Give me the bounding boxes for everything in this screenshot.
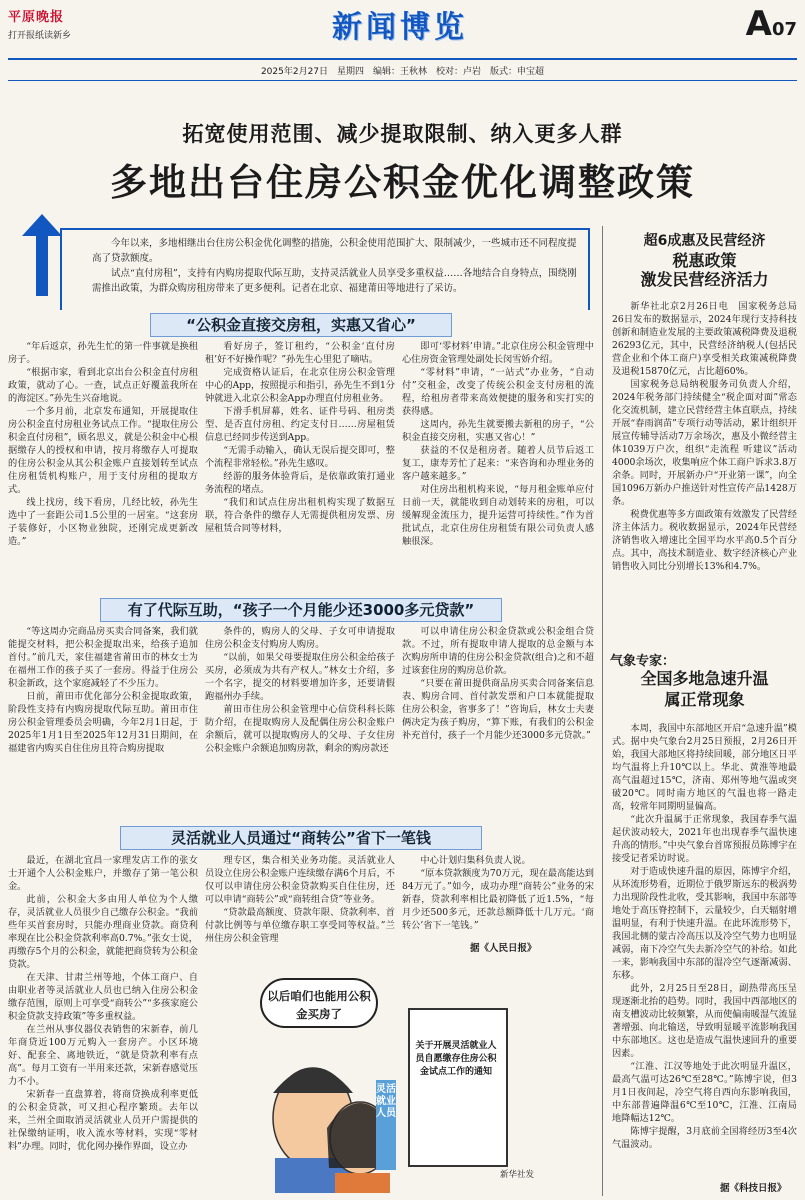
- paragraph: “零材料”申请，“一站式”办业务，“自动付”交租金，改变了传统公积金支付房租的流程，给租房者带来高效便捷的服务和实打实的获得感。: [402, 367, 594, 417]
- paragraph: 日前，莆田市优化部分公积金提取政策，阶段性支持有内购房提取代际互助。莆田市住房公积金管理委员会明确，今年2月1日起，于2025年1月1日至2025年12月31日期间，在福建省内购买自住住房且符合购房提取: [8, 691, 198, 754]
- source-credit: 据《人民日报》: [470, 943, 537, 954]
- paragraph: 此外，2月25日至28日，副热带高压呈现逐渐北抬的趋势。同时，我国中西部地区的南支槽波动比较频繁，从而使偏南暖湿气流显著增强、向北输送，导致明显暖平流影响我国中东部地区。这也是造成气温快速回升的重要因素。: [612, 983, 797, 1059]
- paragraph: 在天津、甘肃兰州等地，个体工商户、自由职业者等灵活就业人员也已纳入住房公积金缴存范围，原则上可享受“商转公”“多孩家庭公积金贷款支持政策”等多重权益。: [8, 972, 198, 1022]
- man-hair: [273, 1068, 353, 1093]
- paragraph: 本周，我国中东部地区开启“急速升温”模式。据中央气象台2月25日预报，2月26日开始，我国大部地区将持续回暖，部分地区日平均气温将上升10℃以上。华北、黄淮等地最高气温超过15℃，济南、郑州等地气温或突破20℃。同时南方地区的气温也将一路走高，较常年同期明显偏高。: [612, 723, 797, 812]
- article-column: [8, 340, 198, 590]
- paper-logo: 平原晚报: [8, 10, 65, 25]
- article-column: [402, 625, 594, 821]
- paragraph: 税费优惠等多方面政策有效激发了民营经济主体活力。税收数据显示，2024年民营经济销售收入增速比全国平均水平高0.5个百分点。其中，高技术制造业、数字经济核心产业销售收入同比分别增长13%和4.7%。: [612, 509, 797, 572]
- lead-text: 今年以来，多地相继出台住房公积金优化调整的措施，公积金使用范围扩大、限制减少，一些城市还不同程度提高了贷款额度。: [92, 238, 577, 264]
- weather-credit: 据《科技日报》: [720, 1183, 787, 1194]
- paragraph: “我们和试点住房出租机构实现了数据互联，符合条件的缴存人无需提供租房发票、房屋租赁合同等材料，: [205, 497, 395, 534]
- paragraph: “无需手动输入，确认无误后提交即可，整个流程非常轻松。”孙先生感叹。: [205, 445, 395, 469]
- paragraph: 获益的不仅是租房者。随着人员节后返工复工，康寿芳忙了起来：“来咨询和办理业务的客户越来越多。”: [402, 445, 594, 482]
- weather-article: [612, 722, 797, 1172]
- paragraph: “原本贷款额度为70万元，现在最高能达到84万元了。”如今，成功办理“商转公”业务的宋新春，贷款利率相比最初降低了近1.5%，“每月少还500多元，还款总额降低十几万元。‘商转公’省下一笔钱。”: [402, 868, 594, 931]
- masthead: [8, 6, 98, 41]
- article-column: [205, 854, 395, 966]
- paragraph: 莆田市住房公积金管理中心信贷科科长陈防介绍，在提取购房人及配偶住房公积金账户余额后，就可以提取购房人的父母、子女住房公积金账户余额追加购房款，剩余的购房款还: [205, 704, 395, 754]
- lead-paragraph: [60, 228, 590, 310]
- header-rule: [8, 58, 797, 60]
- weather-headline: [612, 668, 797, 710]
- paragraph: 看好房子，签订租约，“公积金‘直付房租’好不好操作呢？”孙先生心里犯了嘀咕。: [205, 341, 395, 365]
- lead-arrow-stem: [36, 236, 48, 296]
- lead-arrow-icon: [22, 214, 62, 236]
- speech-bubble: 以后咱们也能用公积金买房了: [260, 978, 378, 1028]
- tax-kicker: 超6成惠及民营经济: [643, 233, 766, 249]
- paragraph: 下滑手机屏幕，姓名、证件号码、租房类型、是否直付房租、约定支付日……房屋租赁信息已经同步传送到App。: [205, 406, 395, 443]
- paragraph: “此次升温属于正常现象，我国春季气温起伏波动较大，2021年也出现春季气温快速升高的情形。”中央气象台首席预报员陈博宇在接受记者采访时说。: [612, 814, 797, 864]
- section-bar-rent: “公积金直接交房租，实惠又省心”: [150, 313, 452, 337]
- article-column: [402, 854, 594, 934]
- paragraph: 中心计划归集科负责人说。: [420, 855, 531, 866]
- section-bar-intergenerational: 有了代际互助，“孩子一个月能少还3000多元贷款”: [100, 598, 502, 622]
- tax-title-line: 激发民营经济活力: [640, 270, 769, 289]
- article-column: [402, 340, 594, 590]
- sash-banner: 灵活就业人员: [376, 1080, 396, 1170]
- tax-article: [612, 300, 797, 612]
- paragraph: 这周内，孙先生就要搬去新租的房子，“公积金直接交房租，实惠又省心！”: [402, 419, 594, 443]
- page-number: [746, 4, 797, 44]
- paragraph: 对住房出租机构来说，“每月租金账单应付日前一天，就能收到自动划转来的房租，可以缓解现金流压力，提升运营可持续性。”作为首批试点，北京住房住房租赁有限公司负责人感触很深。: [402, 484, 594, 547]
- paragraph: “江淮、江汉等地处于此次明显升温区，最高气温可达26℃至28℃。”陈博宇说，但3月1日夜间起，冷空气将自西向东影响我国，中东部普遍降温6℃至10℃，江淮、江南局地降幅达12℃。: [612, 1061, 797, 1124]
- dateline: 2025年2月27日 星期四 编辑：王秋林 校对：卢岩 版式：申宝超: [260, 67, 545, 77]
- paragraph: “以前，如果父母要提取住房公积金给孩子买房，必须成为共有产权人。”林女士介绍，多一个名字，提交的材料要增加许多，还要请假跑福州办手续。: [205, 652, 395, 702]
- woman-shirt: [335, 1173, 390, 1193]
- paragraph: 可以申请住房公积金贷款或公积金组合贷款。不过，所有提取申请人提取的总金额与本次购房所申请的住房公积金贷款(组合)之和不超过该套住房的购房总价款。: [402, 626, 594, 676]
- paragraph: “贷款最高额度、贷款年限、贷款利率、首付款比例等与单位缴存职工享受同等权益。”兰州住房公积金管理: [205, 907, 395, 944]
- tax-story-headline: [612, 232, 797, 289]
- page-digits: 07: [771, 19, 797, 40]
- paragraph: 新华社北京2月26日电 国家税务总局26日发布的数据显示，2024年现行支持科技创新和制造业发展的主要政策减税降费及退税26293亿元，其中，民营经济纳税人(包括民营企业和个体工商户)享受相关政策减税降费及退税15870亿元，占比超60%。: [612, 301, 797, 377]
- weather-kicker: 气象专家：: [610, 654, 676, 669]
- paragraph: “根据市家，看到北京出台公积金直付房租政策，就动了心。一查，试点正好覆盖我所在的海淀区。”孙先生兴奋地说。: [8, 367, 198, 404]
- paragraph: “只要在莆田提供商品房买卖合同备案信息表、购房合同、首付款发票和户口本就能提取住房公积金，省事多了！”咨询后，林女士夫妻俩决定为孩子购房，“算下账，有我们的公积金补充首付，孩子一个月能少还3000多元贷款。”: [402, 678, 594, 741]
- illustration-credit: 新华社发: [500, 1170, 535, 1180]
- page-letter: A: [745, 4, 772, 44]
- column-divider: [602, 226, 603, 1196]
- section-title: 新闻博览: [332, 10, 468, 45]
- article-column: [205, 340, 395, 590]
- paragraph: 理专区，集合相关业务功能。灵活就业人员设立住房公积金账户连续缴存满6个月后，不仅可以申请住房公积金贷款购买自住住房，还可以申请“商转公”或“商转组合贷”等业务。: [205, 855, 395, 905]
- paragraph: 线上找房，线下看房，几经比较，孙先生选中了一套距公司1.5公里的一居室。“这套房子装修好，小区物业独院，还刚完成更新改造。”: [8, 497, 198, 547]
- article-column: [8, 854, 198, 1196]
- paper-slogan: 打开报纸读新乡: [8, 31, 72, 41]
- paragraph: “年后返京，孙先生忙的第一件事就是换租房子。: [8, 341, 198, 365]
- paragraph: 最近，在湖北宜昌一家理发店工作的张女士开通个人公积金账户，并缴存了第一笔公积金。: [8, 855, 198, 892]
- paragraph: 条件的，购房人的父母、子女可申请提取住房公积金支付购房人购房。: [205, 626, 395, 650]
- article-column: [205, 625, 395, 821]
- tax-title-line: 税惠政策: [672, 251, 737, 270]
- lead-text: 试点“直付房租”，支持有内购房提取代际互助，支持灵活就业人员享受多重权益……各地结合自身特点，围绕刚需推出政策，为群众购房租房带来了更多便利。记者在北京、福建莆田等地进行了采访。: [92, 268, 577, 294]
- paragraph: 即可‘零材料’申请。”北京住房公积金管理中心住房资金管理处副处长闵雪娇介绍。: [402, 341, 594, 365]
- article-column: [8, 625, 198, 821]
- paragraph: 国家税务总局纳税服务司负责人介绍，2024年税务部门持续健全“税企面对面”常态化交流机制，建立民营经营主体直联点，持续开展“春雨润苗”专项行动等活动，累计组织开展宣传辅导活动7万余场次，惠及小微经营主体1039万户次，组织“走流程 听建议”活动4000余场次，收集响应个体工商户诉求3.8万余条。同时，开展新办户“开业第一课”，向全国1096万新办户推送针对性宣传产品1428万条。: [612, 379, 797, 507]
- paragraph: 完成资格认证后，在北京住房公积金管理中心的App，按照提示和指引，孙先生不到1分钟就进入北京公积金App办理直付房租业务。: [205, 367, 395, 404]
- section-bar-flexible-workers: 灵活就业人员通过“商转公”省下一笔钱: [120, 826, 482, 850]
- paragraph: 对于造成快速升温的原因，陈博宇介绍，从环流形势看，近期位于俄罗斯远东的极涡势力出现阶段性北收，受其影响，我国中东部等地处于高压脊控制下，云量较少，白天辐射增温明显，有利于快速升温。在此环流形势下，我国北侧的蒙古冷高压以及冷空气势力也明显减弱，南下冷空气失去新冷空气的补给。如此一来，影响我国中东部的湿冷空气逐渐减弱、东移。: [612, 866, 797, 981]
- paragraph: 此前，公积金大多由用人单位为个人缴存，灵活就业人员很少自己缴存公积金。“我前些年买首套房时，只能办理商业贷款。商贷利率现在比公积金贷款利率高0.7%。”张女士说，再缴存5个月的公积金，就能把商贷转为公积金贷款。: [8, 894, 198, 970]
- paragraph: 经游的服务体验背后，是依靠政策打通业务流程的堵点。: [205, 471, 395, 495]
- notice-title: 关于开展灵活就业人员自愿缴存住房公积金试点工作的通知: [415, 1041, 497, 1077]
- subheadline: 拓宽使用范围、减少提取限制、纳入更多人群: [182, 121, 623, 146]
- paragraph: 宋新春一直盘算着，将商贷换成利率更低的公积金贷款，可又担心程序繁琐。去年以来，兰州全面取消灵活就业人员开户需提供的社保缴纳证明，收入流水等材料，实现“零材料”办理。同时，优化网办操作界面，设立办: [8, 1089, 198, 1152]
- dateline-rule: [8, 80, 797, 81]
- weather-title-line: 全国多地急速升温: [640, 669, 769, 688]
- paragraph: 一个多月前，北京发布通知，开展提取住房公积金直付房租业务试点工作。“提取住房公积金直付房租”，顾名思义，就是公积金中心根据缴存人的授权和申请，按月将缴存人可提取的住房公积金从其公积金账户直接划转至试点住房租赁机构账户，用于支付房租的提取方式。: [8, 406, 198, 495]
- headline: 多地出台住房公积金优化调整政策: [110, 161, 695, 204]
- paragraph: 陈博宇提醒，3月底前全国将经历3至4次气温波动。: [612, 1126, 797, 1150]
- paragraph: “等这周办完商品房买卖合同备案，我们就能提交材料，把公积金提取出来，给孩子追加首付。”前几天，家住福建省莆田市的林女士为在福州工作的孩子买了一套房。得益于住房公积金新政，这个家庭减轻了不少压力。: [8, 626, 198, 689]
- notice-document: [408, 1008, 508, 1167]
- weather-title-line: 属正常现象: [664, 690, 745, 709]
- paragraph: 在兰州从事仪器仪表销售的宋新春，前几年商贷近100万元购入一套房产。小区环境好、配套全、离地铁近，“就是贷款利率有点高”。每月工资有一半用来还款，宋新春感觉压力不小。: [8, 1024, 198, 1087]
